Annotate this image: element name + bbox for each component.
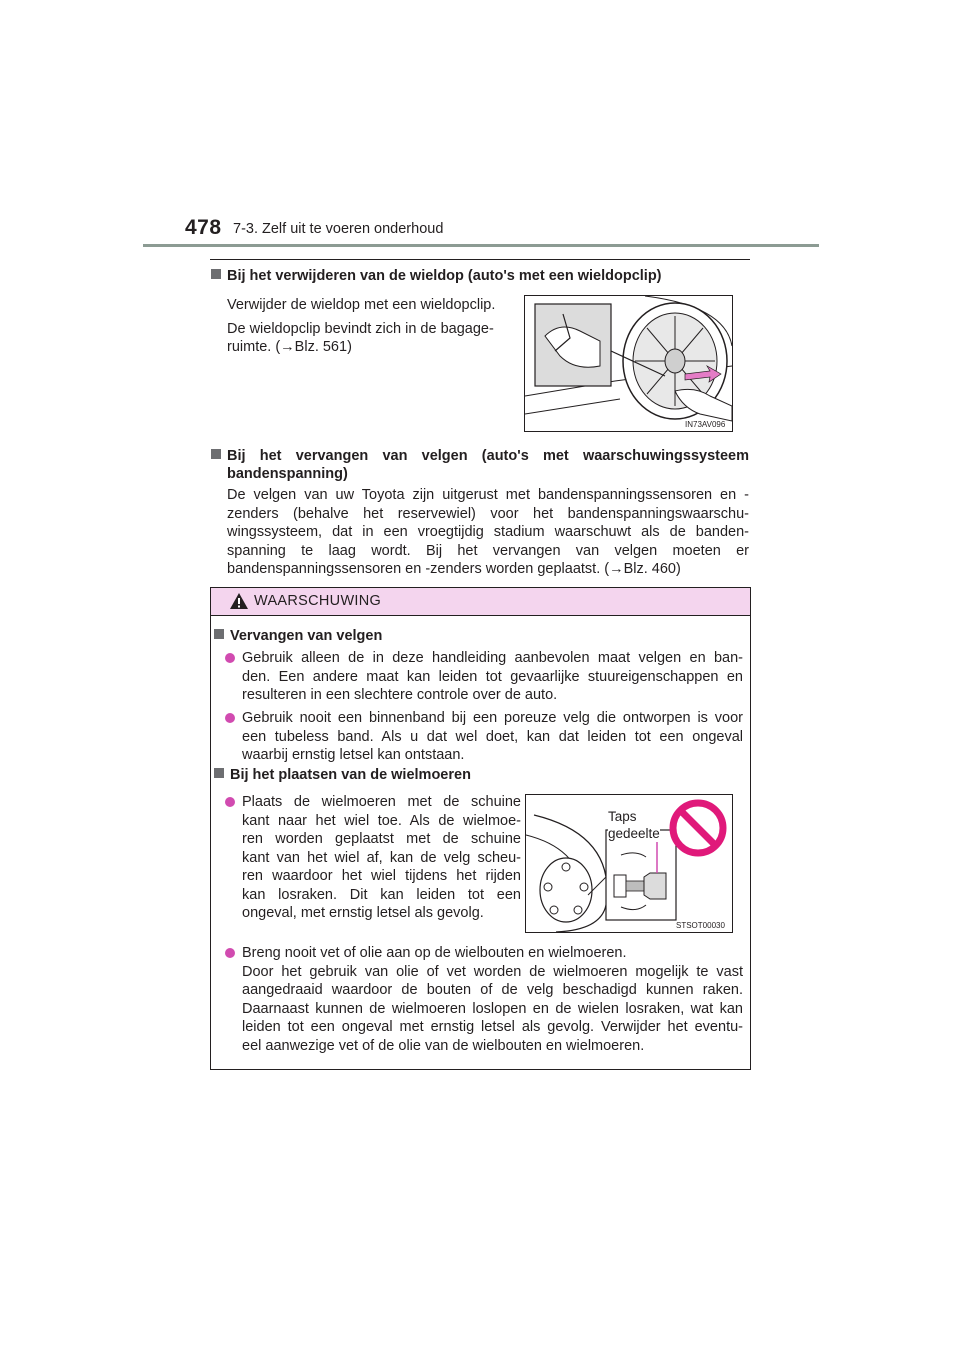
bullet-line: resulteren in een slechtere controle over de auto. [242,687,558,703]
bullet-line: kan losraken. Dit kan leiden tot een [242,886,521,903]
bullet-line: Plaats de wielmoeren met de schuine [242,794,521,810]
figure-code: IN73AV096 [685,420,726,429]
bullet-line: eel aanwezige vet of de olie van de wielbouten en wielmoeren. [242,1037,645,1054]
square-bullet-icon [214,629,224,639]
thin-rule [210,259,750,260]
rims-heading-line1: Bij het vervangen van velgen (auto's met waarschuwingssysteem [211,448,749,465]
bullet-line: leiden tot een ongeval met ernstig letsel als gevolg. Verwijder het eventu- [242,1019,743,1035]
wheel-cap-heading: Bij het verwijderen van de wieldop (auto's met een wieldopclip) [211,268,662,285]
bullet-line: aangedraaid waardoor de bouten of de velg beschadigd kunnen raken. [242,982,743,998]
wheel-cap-illustration [525,296,732,431]
rims-body-line: De velgen van uw Toyota zijn uitgerust met bandenspanningssensoren en - [227,487,749,503]
bullet-line: kant naar het wiel toe. Als de wielmoe- [242,812,521,829]
bullet-line: den. Een andere maat kan leiden tot gevaarlijke stuureigenschappen en [242,668,743,685]
warning-sub1-heading: Vervangen van velgen [214,628,382,645]
bullet-dot-icon [225,797,235,807]
figure2-code: STSOT00030 [676,921,725,930]
wheel-cap-line2b: ruimte. (→Blz. 561) [227,339,352,355]
bullet-line: een tubeless band. Als u dat wel doet, kan dat leiden tot een ongeval [242,728,743,745]
warning-triangle-icon [229,592,249,610]
bullet-line: Door het gebruik van olie of vet worden de wielmoeren mogelijk te vast [242,963,743,980]
rims-heading-line2: bandenspanning) [227,466,348,482]
bullet-line: Daarnaast kunnen de wielmoeren loslopen en de wielen losraken, wat kan [242,1000,743,1017]
rims-body-line: zenders (behalve het reservewiel) voor het bandenspanningswaarschu- [227,505,749,522]
warning-label: WAARSCHUWING [254,593,382,609]
bullet-line: Gebruik alleen de in deze handleiding aanbevolen maat velgen en ban- [242,650,743,666]
bullet-line: ongeval, met ernstig letsel als gevolg. [242,905,484,921]
warning-header [211,588,750,616]
rims-body-line: bandenspanningssensoren en -zenders worden geplaatst. (→Blz. 460) [227,561,681,577]
wheel-cap-line2a: De wieldopclip bevindt zich in de bagage- [227,321,494,337]
square-bullet-icon [214,768,224,778]
bullet-dot-icon [225,653,235,663]
rims-body-line: wingssysteem, dat in een vroegtijdig stadium waarschuwt als de banden- [227,524,749,540]
wheel-cap-figure [524,295,733,432]
warning-box [210,587,751,1070]
wheel-nut-figure [525,794,733,933]
warning-sub2-heading: Bij het plaatsen van de wielmoeren [214,767,471,784]
bullet-line: Gebruik nooit een binnenband bij een poreuze velg die ontworpen is voor [242,710,743,726]
section-title: 7-3. Zelf uit te voeren onderhoud [233,221,444,237]
bullet-line: waarbij ernstig letsel kan ontstaan. [242,747,465,763]
rims-body-line: spanning te laag wordt. Bij het vervangen van velgen moeten er [227,542,749,559]
tapered-label-line2: gedeelte [608,826,660,841]
bullet-line: ren waardoor het wiel tijdens het rijden [242,868,521,884]
rims-body [227,486,749,579]
bullet-dot-icon [225,948,235,958]
header-rule [143,244,819,247]
square-bullet-icon [211,269,221,279]
bullet-line: Breng nooit vet of olie aan op de wielbouten en wielmoeren. [242,945,627,961]
bullet-line: kant van het wiel af, kan de velg scheu- [242,849,521,866]
square-bullet-icon [211,449,221,459]
bullet-dot-icon [225,713,235,723]
wheel-cap-line1: Verwijder de wieldop met een wieldopclip. [227,297,496,313]
bullet-line: ren worden geplaatst met de schuine [242,831,521,847]
tapered-label-line1: Taps [608,809,637,824]
page-number: 478 [185,216,222,239]
